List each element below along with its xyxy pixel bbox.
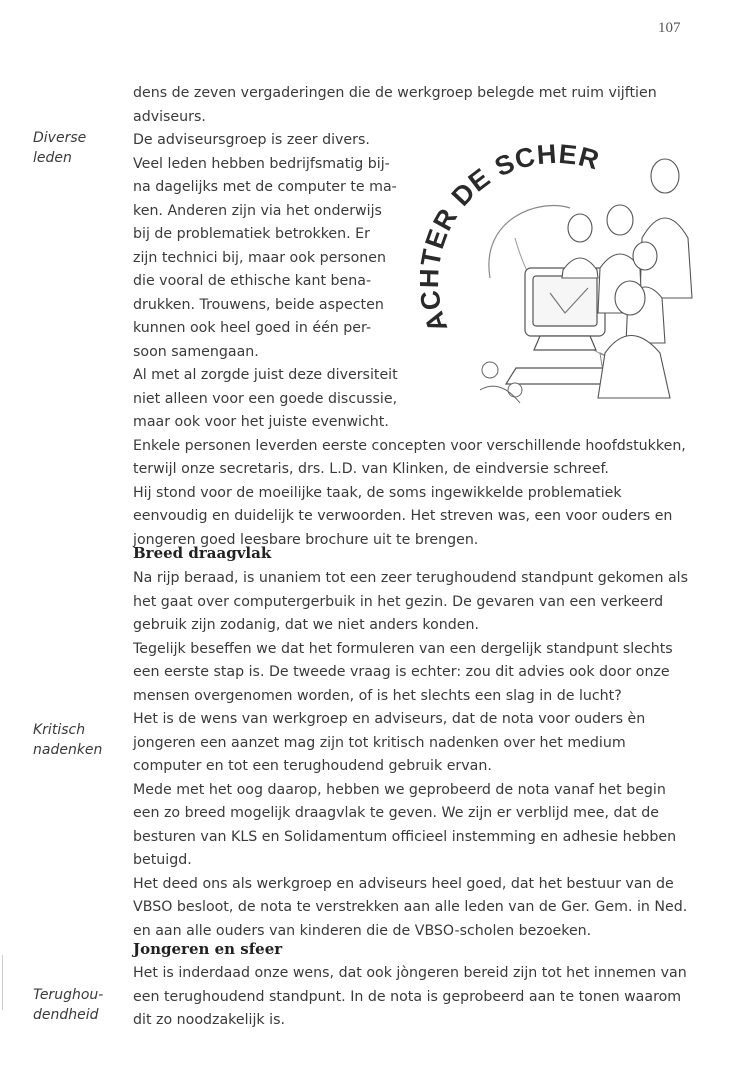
margin-note-line: Terughou- xyxy=(33,987,104,1003)
section-paragraph: Tegelijk beseffen we dat het formuleren van een dergelijk standpunt slechts een eerste stap is. De tweede vraag is echter: zou dit advies ook door onze mensen overgenomen worden, of is het slechts een slag in de lucht? xyxy=(133,640,673,704)
margin-note-line: Kritisch xyxy=(33,722,86,738)
intro-paragraph: Hij stond voor de moeilijke taak, de soms ingewikkelde problematiek eenvoudig en duidelijk te verwoorden. Het streven was, een voor ouders en jongeren goed leesbare brochure uit te brengen. xyxy=(133,484,673,548)
margin-note-kritisch-nadenken xyxy=(33,720,123,760)
section-breed-text xyxy=(133,567,695,943)
intro-paragraph: dens de zeven vergaderingen die de werkgroep belegde met ruim vijftien adviseurs. xyxy=(133,85,657,125)
margin-note-terughoudendheid xyxy=(33,985,123,1025)
section-paragraph: Na rijp beraad, is unaniem tot een zeer terughoudend standpunt gekomen als het gaat over computergerbuik in het gezin. De gevaren van een verkeerd gebruik zijn zodanig, dat we niet anders konden. xyxy=(133,570,689,633)
swoosh-line xyxy=(489,206,570,278)
text-line: na dagelijks met de computer te ma- xyxy=(133,179,397,195)
margin-note-line: dendheid xyxy=(33,1007,99,1023)
page-number: 107 xyxy=(658,20,681,36)
text-line: maar ook voor het juiste evenwicht. xyxy=(133,414,389,430)
section-heading-jongeren-en-sfeer: Jongeren en sfeer xyxy=(133,940,283,958)
illustration-drawing xyxy=(420,128,700,410)
text-line: niet alleen voor een goede discussie, xyxy=(133,390,398,407)
text-line: ken. Anderen zijn via het onderwijs xyxy=(133,202,382,219)
text-line: bij de problematiek betrokken. Er xyxy=(133,226,370,242)
intro-paragraph: Enkele personen leverden eerste concepten voor verschillende hoofdstukken, terwijl onze secretaris, drs. L.D. van Klinken, de eindversie schreef. xyxy=(133,437,686,477)
achter-de-schermen-illustration xyxy=(420,128,700,410)
logo-textpath: A ER DE SCHER xyxy=(420,138,604,336)
section-jongeren-text xyxy=(133,962,695,1033)
text-line: zijn technici bij, maar ook personen xyxy=(133,249,386,266)
section-paragraph: Mede met het oog daarop, hebben we geprobeerd de nota vanaf het begin een zo breed mogelijk draagvlak te geven. We zijn er verblijd mee, dat de besturen van KLS en Solidamentum officieel instemming en adhesie hebben betuigd. xyxy=(133,781,677,868)
margin-note-line: leden xyxy=(33,150,72,166)
text-line: kunnen ook heel goed in één per- xyxy=(133,320,372,336)
text-line: De adviseursgroep is zeer divers. xyxy=(133,132,370,148)
text-line: drukken. Trouwens, beide aspecten xyxy=(133,296,384,313)
text-line: Veel leden hebben bedrijfsmatig bij- xyxy=(133,155,390,172)
text-line: soon samengaan. xyxy=(133,343,259,360)
section-paragraph: Het is inderdaad onze wens, dat ook jòngeren bereid zijn tot het innemen van een terughoudend standpunt. In de nota is geprobeerd aan te tonen waarom dit zo noodzakelijk is. xyxy=(133,965,687,1028)
section-paragraph: Het deed ons als werkgroep en adviseurs heel goed, dat het bestuur van de VBSO besloot, de nota te verstrekken aan alle leden van de Ger. Gem. in Ned. en aan alle ouders van kinderen die de VBSO-scholen bezoeken. xyxy=(133,875,688,939)
section-heading-breed-draagvlak: Breed draagvlak xyxy=(133,544,272,562)
margin-note-line: nadenken xyxy=(33,742,103,758)
margin-note-diverse-leden xyxy=(33,128,123,168)
text-line: die vooral de ethische kant bena- xyxy=(133,273,372,289)
wrapped-paragraph xyxy=(133,129,413,435)
people-group-icon xyxy=(562,159,692,398)
margin-note-line: Diverse xyxy=(33,130,87,146)
text-line: Al met al zorgde juist deze diversiteit xyxy=(133,367,398,383)
section-paragraph: Het is de wens van werkgroep en adviseurs, dat de nota voor ouders èn jongeren een aanzet mag zijn tot kritisch nadenken over het medium computer en tot een terughoudend gebruik ervan. xyxy=(133,711,646,774)
page-crease xyxy=(2,955,3,1010)
